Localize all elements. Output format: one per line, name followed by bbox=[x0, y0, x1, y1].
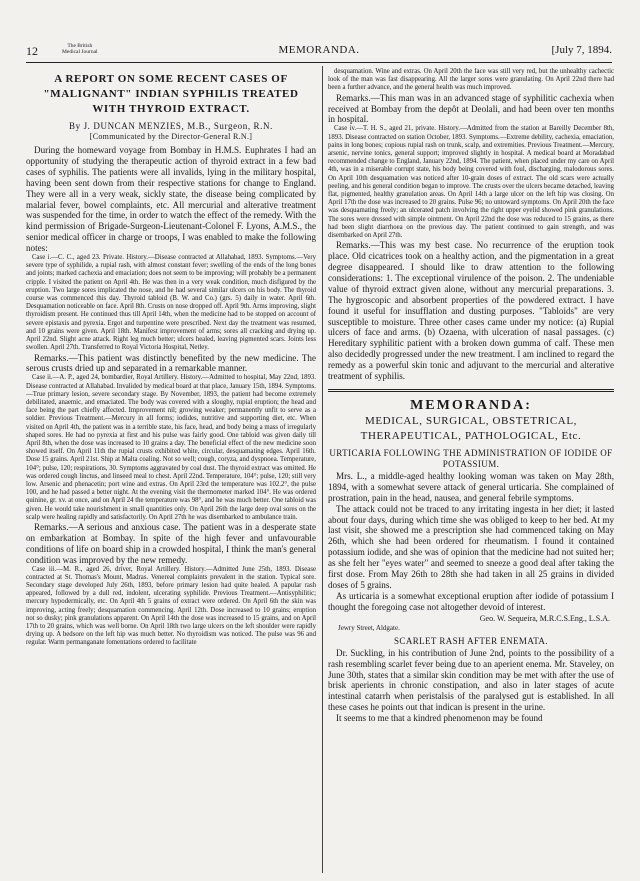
article-title: A REPORT ON SOME RECENT CASES OF "MALIGNANT" INDIAN SYPHILIS TREATED WITH THYROID EXTRACT. bbox=[43, 73, 299, 115]
urticaria-paragraph-1: Mrs. L., a middle-aged healthy looking woman was taken on May 28th, 1894, with a somewhat severe attack of general urticaria. She complained of prostration, pain in the head, nausea, and general febrile symptoms. bbox=[328, 470, 614, 503]
remarks-2: Remarks.—A serious and anxious case. The patient was in a desperate state on embarkation at Bombay. In spite of the high fever and unfavourable conditions of life on board ship in a crowded hospital, I think the man's general condition was improved by the new remedy. bbox=[26, 521, 316, 565]
remarks-3: Remarks.—This man was in an advanced stage of syphilitic cachexia when received at Bombay from the depôt at Deolali, and had been over ten months in hospital. bbox=[328, 92, 614, 125]
remarks-4: Remarks.—This was my best case. No recurrence of the eruption took place. Old cicatrices took on a healthy action, and the pigmentation in a great degree disappeared. I should like to draw attention to the following considerations: 1. The exceptional virulence of the poison. 2. The undeniable value of thyroid extract given alone, without any mercurial preparations. 3. The hygroscopic and absorbent properties of the powdered extract. I have found it useful for insufflation and dusting purposes. "Tabloids" are very susceptible to moisture. Three other cases came under my notice: (a) Rupial ulcers of face and arms. (b) Ozaena, with ulceration of nasal passages. (c) Hereditary syphilitic patient with a broken down gumma of calf. These men also decidedly progressed under the new treatment. I am inclined to regard the remedy as a powerful skin tonic and adjuvant to the mercurial and alterative treatment of syphilis. bbox=[328, 240, 614, 382]
communicated-line: [Communicated by the Director-General R.N.] bbox=[89, 132, 253, 141]
right-column bbox=[328, 68, 614, 724]
scarlet-paragraph-1: Dr. Suckling, in his contribution of June 2nd, points to the possibility of a rash resembling scarlet fever being due to an aperient enema. Mr. Staveley, on June 30th, states that a similar skin condition may be met with after the use of brisk aperients in chronic constipation, and also in later stages of acute intestinal catarrh when peristalsis of the paralysed gut is established. In all these cases he points out that indican is present in the urine. bbox=[328, 647, 614, 713]
urticaria-heading: URTICARIA FOLLOWING THE ADMINISTRATION OF IODIDE OF POTASSIUM. bbox=[329, 447, 613, 469]
memoranda-heading: MEMORANDA: bbox=[410, 397, 532, 413]
case-3-continued: desquamation. Wine and extras. On April 20th the face was still very red, but the unhealthy cachectic look of the man was fast disappearing. All the larger sores were granulating. On April 22nd there had been a further advance, and the general health was much improved. bbox=[328, 68, 614, 92]
journal-name-line1: The British bbox=[67, 43, 93, 49]
section-title: MEMORANDA. bbox=[278, 44, 360, 56]
running-header bbox=[26, 40, 612, 63]
article-author: By J. DUNCAN MENZIES, M.B., Surgeon, R.N. bbox=[69, 121, 273, 131]
scarlet-paragraph-2: It seems to me that a kindred phenomenon may be found bbox=[336, 713, 543, 724]
column-divider bbox=[322, 66, 323, 873]
section-rule bbox=[328, 389, 614, 392]
urticaria-paragraph-3: As urticaria is a somewhat exceptional eruption after iodide of potassium I thought the foregoing case not altogether devoid of interest. bbox=[328, 590, 614, 612]
scarlet-heading: SCARLET RASH AFTER ENEMATA. bbox=[394, 635, 548, 646]
case-2: Case ii.—A. P., aged 24, bombardier, Royal Artillery. History.—Admitted to hospital, May 22nd, 1893. Disease contracted at Allahabad. Invalided by medical board at that place, January 15th, 1894. Symptoms.—True primary lesion, severe secondary stage. By November, 1893, the patient had become extremely debilitated, anaemic, and emaciated. The body was covered with a sloughy, rupial eruption; the head and face being the part chiefly affected. Improvement nil; growing weaker; permanently unfit to serve as a soldier. Previous Treatment.—Mercury in all forms; iodides, nutritive and supporting diet, etc. When visited on April 4th, the patient was in a terrible state, his face, head, and body being a mass of irregularly shaped sores. He had no pyrexia at first and his pulse was fairly good. One tabloid was given daily till April 8th, when the dose was increased to 10 grains a day. The beneficial effect of the new medicine soon showed itself. On April 11th the rupial crusts exhibited white, circular, desquamating edges. April 16th. Dose 15 grains. April 21st. Ship at Malta coaling. Not so well; cough, coryza, and dyspnoea. Temperature, 104°; pulse, 120; respirations, 30. Symptoms aggravated by coal dust. The thyroid extract was omitted. He was ordered cough linctus, and linseed meal to chest. April 22nd. Temperature, 104°; pulse, 120; still very low. Arsenic and phenacetin; port wine and extras. On April 23rd the temperature was 102.2°, the pulse 100, and he had passed a better night. At the evening visit the thermometer marked 104°. He was ordered quinine, gr. xv. at once, and on April 24 the temperature was 98°, and he was much better. One tabloid was given. He would take nourishment in small quantities only. On April 26th the large deep oval sores on the scalp were healing rapidly and satisfactorily. On April 27th he was disembarked to ambulance train. bbox=[26, 374, 316, 521]
intro-paragraph: During the homeward voyage from Bombay in H.M.S. Euphrates I had an opportunity of studying the therapeutic action of thyroid extract in a few bad cases of syphilis. The patients were all invalids, lying in the military hospital, having been sent down from their respective stations for change to England. They were all in a very weak, sickly state, the disease being complicated by malarial fever, bowel complaints, etc. All mercurial and alterative treatment was suspended for the time, in order to watch the effect of the remedy. With the kind permission of Brigade-Surgeon-Lieutenant-Colonel F. Lyons, A.M.S., the senior medical officer in charge or troops, I was enabled to make the following notes: bbox=[26, 145, 316, 254]
case-4: Case iv.—T. H. S., aged 21, private. History.—Admitted from the station at Bareilly December 8th, 1893. Disease contracted on station October, 1893. Symptoms.—Extreme debility, cachexia, emaciation, pains in long bones; copious rupial rash on trunk, scalp, and extremities. Previous Treatment.—Mercury, arsenic, nervine tonics, general support; improved slightly in hospital. A medical board at Moradabad recommended change to England, January 22nd, 1894. The patient, when placed under my care on April 4th, was in a miserable corrupt state, his body being covered with foul, discharging, malodorous sores. On April 10th desquamation was noticed after 10-grain doses of extract. The old scars were actually peeling, and his general condition began to improve. The crusts over the ulcers became detached, leaving flat, pigmented, healthy granulation areas. On April 14th a large ulcer on the left hip was closing. On April 17th the dose was increased to 20 grains. Pulse 96; no untoward symptoms. On April 20th the face was desquamating freely; an ulcerated patch involving the right upper eyelid showed pink granulations. The sores were dressed with simple ointment. On April 22nd the dose was reduced to 15 grains, as there had been slight diarrhoea on the previous day. The patient continued to gain strength, and was disembarked on April 27th. bbox=[328, 125, 614, 239]
urticaria-paragraph-2: The attack could not be traced to any irritating ingesta in her diet; it lasted about four days, during which time she was obliged to keep to her bed. At my last visit, she showed me a prescription she had commenced taking on May 26th, which she had been ordered for rheumatism. I found it contained potassium iodide, and she was of opinion that the medicine had not suited her; as she felt her "eyes water" and seemed to sneeze a good deal after taking the first dose. From May 26th to 28th she had taken in all 25 grains in divided doses of 5 grains. bbox=[328, 503, 614, 591]
remarks-1: Remarks.—This patient was distinctly benefited by the new medicine. The serous crusts dried up and separated in a remarkable manner. bbox=[26, 352, 316, 374]
memoranda-subheading: MEDICAL, SURGICAL, OBSTETRICAL, THERAPEUTICAL, PATHOLOGICAL, Etc. bbox=[360, 414, 582, 442]
case-3: Case iii.—M. R., aged 26, driver, Royal Artillery. History.—Admitted June 25th, 1893. Disease contracted at St. Thomas's Mount, Madras. Venereal complaints prevalent in the station. Typical sore. Secondary stage developed July 26th, 1893, before primary lesion had quite healed. A papular rash appeared, followed by a dull red, indolent, ulcerating syphilide. Previous Treatment.—Antisyphilitic; mercury hypodermically, etc. On April 4th 5 grains of extract were ordered. On April 6th the skin was improving, acting freely; desquamation commencing. April 12th. Dose increased to 10 grains; eruption not so dusky; pink granulations apparent. On April 14th the dose was increased to 15 grains, and on April 17th to 20 grains, which was well borne. On April 18th two large ulcers on the left shoulder were rapidly drying up. A bedsore on the left hip was much better. No thyroidism was noticed. The pulse was 96 and regular. Warm permanganate fomentations ordered to facilitate bbox=[26, 565, 316, 647]
left-column bbox=[26, 68, 316, 648]
page-number: 12 bbox=[26, 44, 38, 58]
urticaria-location: Jewry Street, Aldgate. bbox=[338, 623, 400, 632]
case-1: Case i.—C. C., aged 23. Private. History.—Disease contracted at Allahabad, 1893. Symptoms.—Very severe type of syphilide, a rupial rash, with almost constant fever; swelling of the ends of the long bones and joints; marked cachexia and emaciation; does not seem to be improving; will probably be a permanent cripple. I visited the patient on April 4th. He was then in a very weak condition, much disfigured by the eruption. Two large sores implicated the nose, and he had several similar ulcers on his body. The thyroid course was commenced this day. Thyroid tabloid (B. W. and Co.) (grs. 5) daily in water. April 6th. Desquamation noticeable on face. April 8th. Crusts on nose dropped off. April 9th. Arms improving, slight thyroidism present. He continued thus till April 14th, when the medicine had to be stopped on account of severe epistaxis and pyrexia. Ergot and turpentine were prescribed. Next day the treatment was resumed, and 10 grains were given. April 18th. Manifest improvement of arms; sores all cracking and drying up. April 22nd. Slight acne attack. Right leg much better; ulcers healed, leaving pigmented scars. Joints less swollen. April 27th. Transferred to Royal Victoria Hospital, Netley. bbox=[26, 254, 316, 352]
journal-name-line2: Medical Journal bbox=[62, 49, 98, 55]
urticaria-signature: Geo. W. Sequeira, M.R.C.S.Eng., L.S.A. bbox=[479, 613, 610, 623]
issue-date: [July 7, 1894. bbox=[551, 44, 612, 56]
